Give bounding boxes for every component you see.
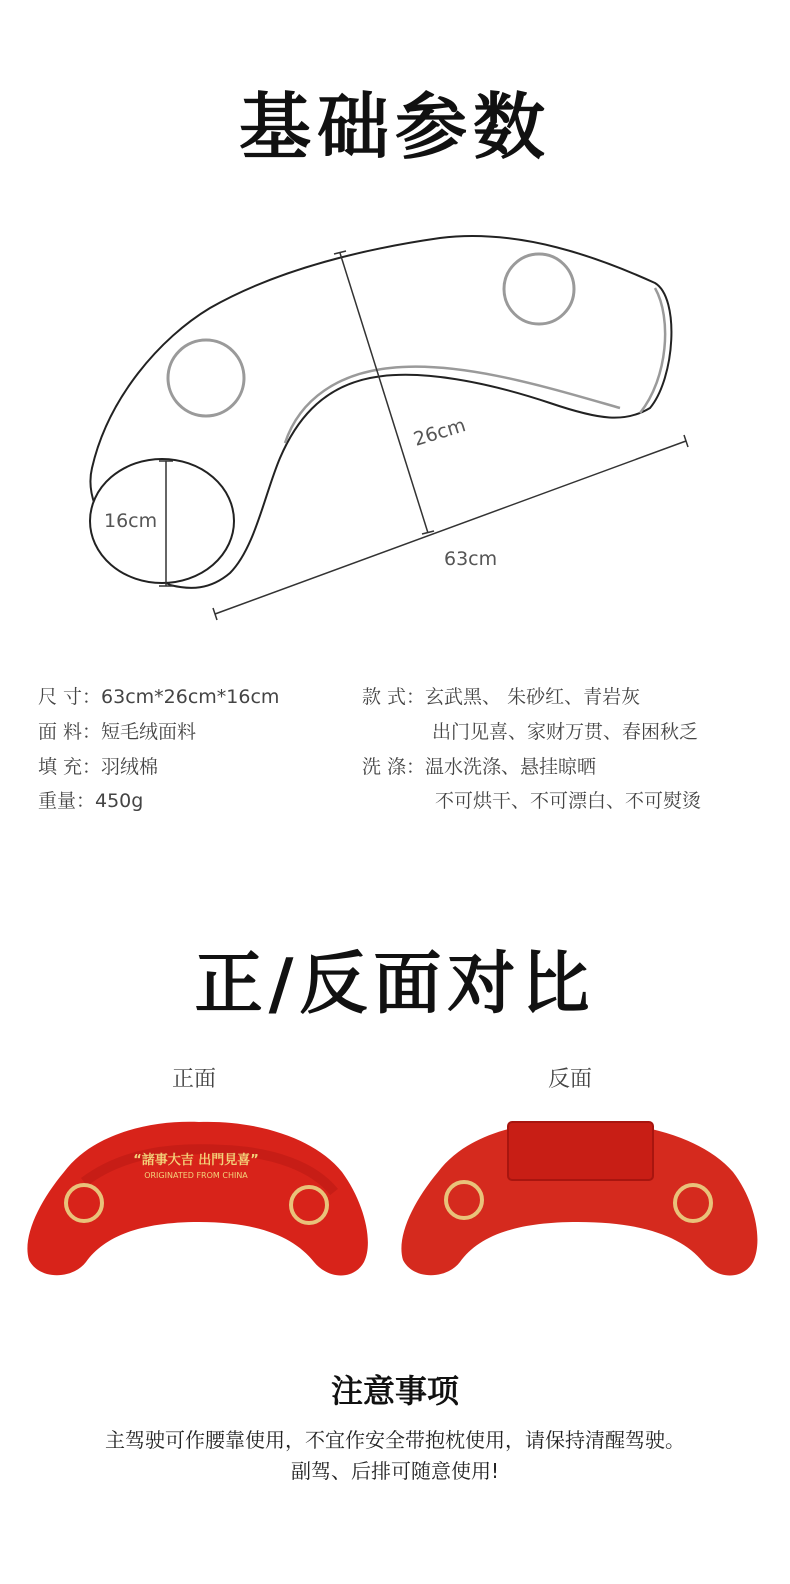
back-pillow-image — [398, 1112, 763, 1287]
dim-label-16: 16cm — [104, 510, 158, 532]
dim-label-26: 26cm — [411, 414, 469, 451]
spec-fabric: 面 料：短毛绒面料 — [38, 721, 197, 743]
spec-style-cont: 出门见喜、家财万贯、春困秋乏 — [432, 721, 699, 743]
front-print-cn: “諸事大吉 出門見喜” — [133, 1153, 259, 1168]
pillow-dimension-diagram — [80, 228, 720, 628]
front-label: 正面 — [171, 1067, 216, 1092]
back-pocket — [508, 1122, 653, 1180]
front-print-en: ORIGINATED FROM CHINA — [144, 1171, 248, 1180]
spec-size: 尺 寸：63cm*26cm*16cm — [38, 686, 280, 708]
spec-wash: 洗 涤：温水洗涤、悬挂晾晒 — [362, 756, 597, 778]
notice-line-1: 主驾驶可作腰靠使用，不宜作安全带抱枕使用，请保持清醒驾驶。 — [105, 1428, 685, 1452]
notice-title: 注意事项 — [330, 1372, 459, 1410]
dim-line-63 — [215, 441, 686, 614]
front-pillow-image — [24, 1112, 374, 1287]
dim-label-63: 63cm — [444, 548, 498, 570]
section-title-basic-params: 基础参数 — [238, 84, 551, 169]
back-label: 反面 — [547, 1067, 592, 1092]
notice-line-2: 副驾、后排可随意使用! — [290, 1459, 500, 1483]
spec-style: 款 式：玄武黑、 朱砂红、青岩灰 — [362, 686, 641, 708]
spec-weight: 重量：450g — [38, 790, 144, 812]
section-title-front-back: 正/反面对比 — [194, 944, 596, 1024]
spec-filling: 填 充：羽绒棉 — [38, 756, 159, 778]
spec-wash-cont: 不可烘干、不可漂白、不可熨烫 — [435, 790, 702, 812]
